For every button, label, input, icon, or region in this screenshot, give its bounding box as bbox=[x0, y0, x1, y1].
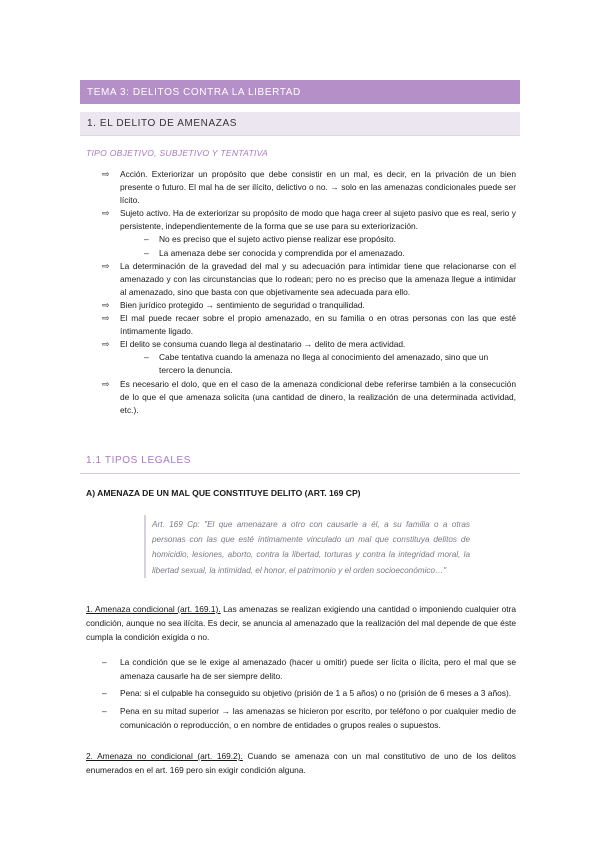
legal-quote: Art. 169 Cp: "El que amenazare a otro con causarle a él, a su familia o a otras personas con las que esté íntimamente vinculado un mal que constituya delitos de homicidio, lesiones, aborto, contra la libertad, torturas y contra la integridad moral, la libertad sexual, la intimidad, el honor, el patrimonio y el orden socioeconómico…" bbox=[144, 515, 470, 578]
chapter-title: TEMA 3: DELITOS CONTRA LA LIBERTAD bbox=[87, 86, 301, 98]
list-item: ⇨ Es necesario el dolo, que en el caso de la amenaza condicional debe referirse también a la consecución de lo que el que amenaza solicita (una cantidad de dinero, la realización de una determinada actividad, etc.). bbox=[102, 378, 516, 415]
dash-bullet: – bbox=[144, 352, 149, 363]
dash-bullet: – bbox=[102, 657, 107, 667]
chapter-title-bar bbox=[80, 80, 520, 104]
subsection-divider bbox=[80, 473, 520, 474]
section-title-bar bbox=[80, 112, 520, 136]
list-item: ⇨ Bien jurídico protegido → sentimiento de seguridad o tranquilidad. bbox=[86, 299, 516, 312]
dash-bullet: – bbox=[102, 705, 107, 716]
paragraph-label: 1. Amenaza condicional (art. 169.1). bbox=[86, 604, 221, 614]
double-arrow-right-icon: ⇨ bbox=[102, 299, 110, 310]
section-title: 1. EL DELITO DE AMENAZAS bbox=[87, 118, 238, 129]
dash-bullet: – bbox=[102, 688, 107, 699]
sub-list-item: – Cabe tentativa cuando la amenaza no llega al conocimiento del amenazado, sino que un tercero la denuncia. bbox=[144, 352, 489, 376]
list-item: ⇨ El mal puede recaer sobre el propio amenazado, en su familia o en otras personas con las que esté íntimamente ligado. bbox=[102, 313, 516, 337]
double-arrow-right-icon: ⇨ bbox=[102, 208, 110, 219]
bullet-list bbox=[86, 168, 516, 417]
list-item: ⇨ La determinación de la gravedad del mal y su adecuación para intimidar tiene que relacionarse con el amenazado y con las circunstancias que lo rodean; pero no es preciso que la amenaza llegue a intimidar al amenazado, sino que basta con que objetivamente sea adecuada para ello. bbox=[102, 260, 516, 297]
list-item: ⇨ Acción. Exteriorizar un propósito que debe consistir en un mal, es decir, en la privación de un bien presente o futuro. El mal ha de ser ilícito, delictivo o no. → solo en las amenazas condicionales puede ser lícito. bbox=[102, 169, 516, 206]
list-item: ⇨ El delito se consuma cuando llega al destinatario → delito de mera actividad. bbox=[86, 338, 516, 351]
list-item: – Pena: si el culpable ha conseguido su objetivo (prisión de 1 a 5 años) o no (prisión de 6 meses a 3 años). bbox=[86, 686, 516, 700]
sub-list-item: – La amenaza debe ser conocida y comprendida por el amenazado. bbox=[86, 247, 516, 260]
double-arrow-right-icon: ⇨ bbox=[102, 339, 110, 350]
paragraph-condicional: 1. Amenaza condicional (art. 169.1). Las amenazas se realizan exigiendo una cantidad o imponiendo cualquier otra condición, aunque no sea ilícita. Es decir, se anuncia al amenazado que la realización del mal depende de que éste cumpla la condición exigida o no. bbox=[86, 604, 516, 643]
paragraph-label: 2. Amenaza no condicional (art. 169.2). bbox=[86, 751, 243, 761]
paragraph-no-condicional: 2. Amenaza no condicional (art. 169.2). Cuando se amenaza con un mal constitutivo de uno de los delitos enumerados en el art. 169 pero sin exigir condición alguna. bbox=[86, 751, 516, 776]
double-arrow-right-icon: ⇨ bbox=[102, 260, 110, 271]
list-item: – La condición que se le exige al amenazado (hacer u omitir) puede ser lícita o ilícita, pero el mal que se amenaza causarle ha de ser siempre delito. bbox=[102, 657, 516, 682]
dash-bullet: – bbox=[144, 234, 149, 245]
dash-bullet: – bbox=[144, 247, 149, 258]
double-arrow-right-icon: ⇨ bbox=[102, 378, 110, 389]
list-item: ⇨ Sujeto activo. Ha de exteriorizar su propósito de modo que haga creer al sujeto pasivo que es real, serio y persistente, independientemente de la forma que se use para su exteriorización. bbox=[102, 208, 516, 232]
subheading: TIPO OBJETIVO, SUBJETIVO Y TENTATIVA bbox=[86, 148, 269, 158]
sub-list-item: – No es preciso que el sujeto activo piense realizar ese propósito. bbox=[86, 233, 516, 246]
subsection-title: 1.1 TIPOS LEGALES bbox=[86, 455, 192, 466]
dash-list bbox=[86, 655, 516, 735]
list-item: – Pena en su mitad superior → las amenazas se hicieron por escrito, por teléfono o por cualquier medio de comunicación o reproducción, o en nombre de entidades o grupos reales o supuestos. bbox=[102, 705, 516, 730]
double-arrow-right-icon: ⇨ bbox=[102, 313, 110, 324]
double-arrow-right-icon: ⇨ bbox=[102, 169, 110, 179]
amenaza-heading: A) AMENAZA DE UN MAL QUE CONSTITUYE DELITO (ART. 169 CP) bbox=[86, 488, 361, 498]
